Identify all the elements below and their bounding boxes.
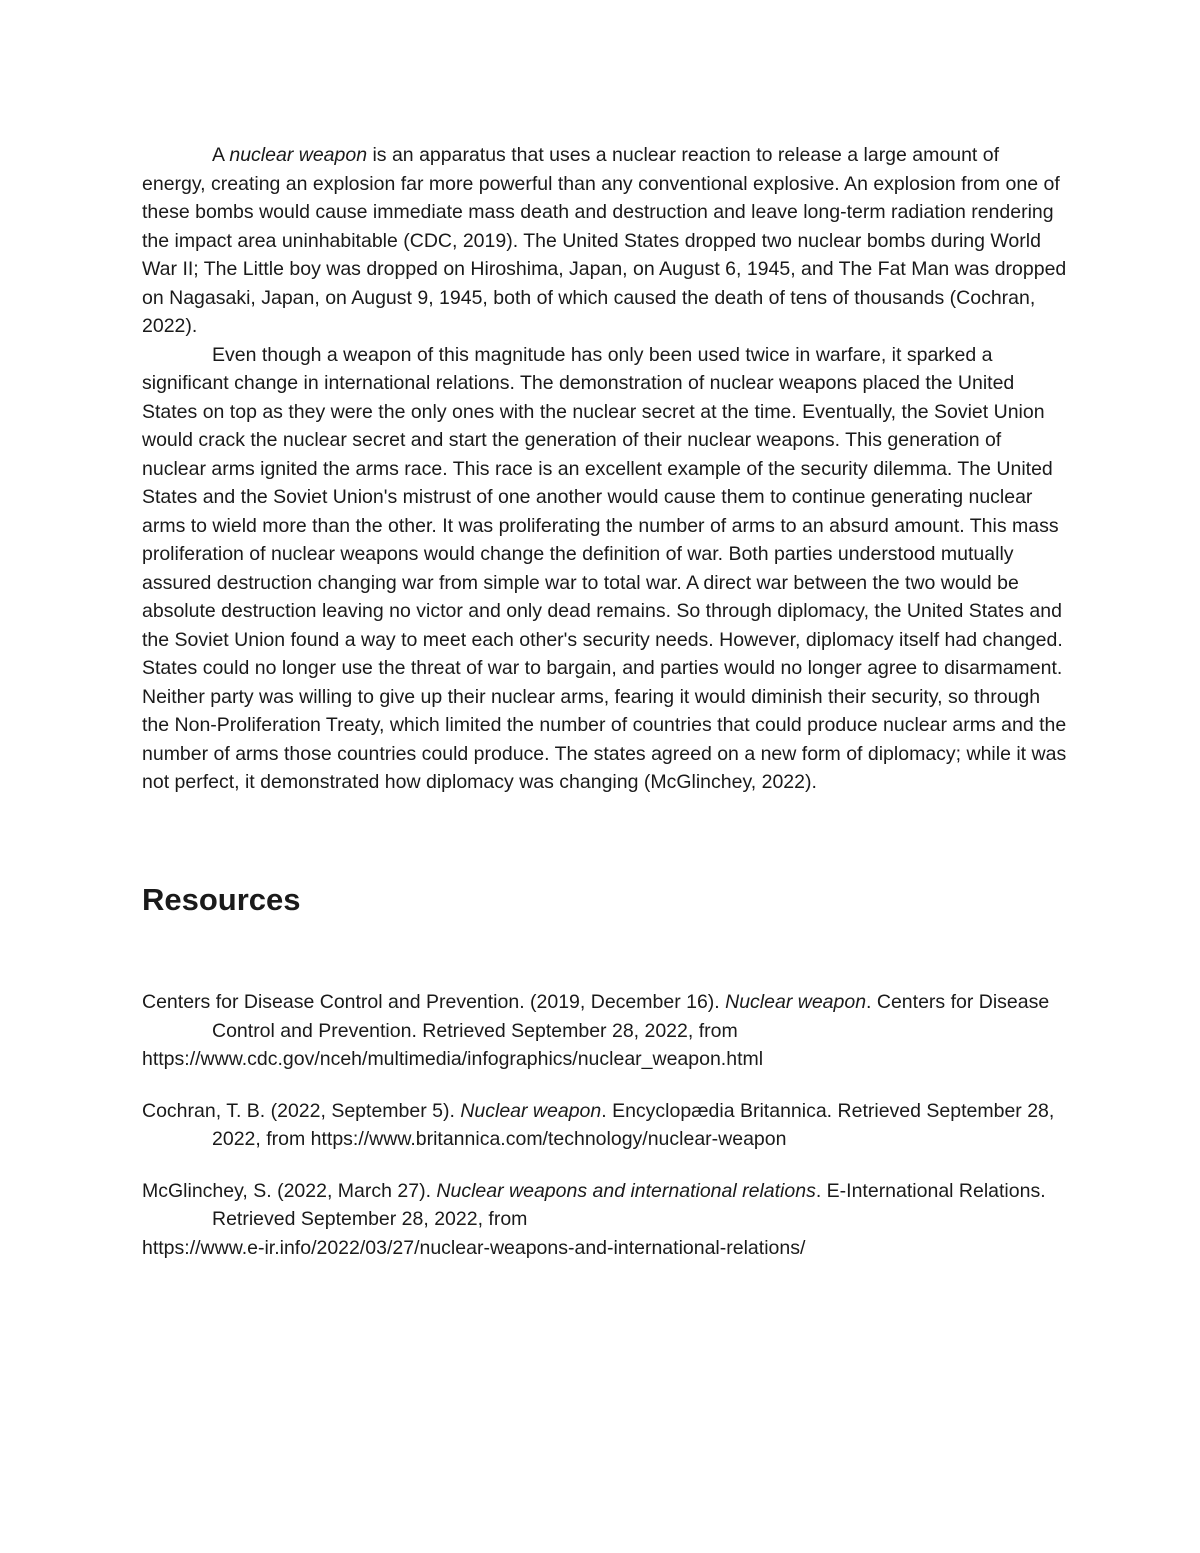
reference-cochran-author-date: Cochran, T. B. (2022, September 5). — [142, 1099, 461, 1122]
reference-mcglinchey-author-date: McGlinchey, S. (2022, March 27). — [142, 1179, 437, 1202]
reference-mcglinchey-title: Nuclear weapons and international relations — [436, 1179, 816, 1202]
paragraph-1 — [142, 141, 1067, 341]
paragraph-1-text: is an apparatus that uses a nuclear reaction to release a large amount of energy, creating an explosion far more powerful than any conventional explosive. An explosion from one of these bombs would cause immediate mass death and destruction and leave long-term radiation rendering the impact area uninhabitable (CDC, 2019). The United States dropped two nuclear bombs during World War II; The Little boy was dropped on Hiroshima, Japan, on August 6, 1945, and The Fat Man was dropped on Nagasaki, Japan, on August 9, 1945, both of which caused the death of tens of thousands (Cochran, 2022). — [142, 144, 1067, 337]
paragraph-2 — [142, 341, 1067, 797]
paragraph-2-text: Even though a weapon of this magnitude has only been used twice in warfare, it sparked a significant change in international relations. The demonstration of nuclear weapons placed the United States on top as they were the only ones with the nuclear secret at the time. Eventually, the Soviet Union would crack the nuclear secret and start the generation of their nuclear weapons. This generation of nuclear arms ignited the arms race. This race is an excellent example of the security dilemma. The United States and the Soviet Union's mistrust of one another would cause them to continue generating nuclear arms to wield more than the other. It was proliferating the number of arms to an absurd amount. This mass proliferation of nuclear weapons would change the definition of war. Both parties understood mutually assured destruction changing war from simple war to total war. A direct war between the two would be absolute destruction leaving no victor and only dead remains. So through diplomacy, the United States and the Soviet Union found a way to meet each other's security needs. However, diplomacy itself had changed. States could no longer use the threat of war to bargain, and parties would no longer agree to disarmament. Neither party was willing to give up their nuclear arms, fearing it would diminish their security, so through the Non-Proliferation Treaty, which limited the number of countries that could produce nuclear arms and the number of arms those countries could produce. The states agreed on a new form of diplomacy; while it was not perfect, it demonstrated how diplomacy was changing (McGlinchey, 2022). — [142, 343, 1067, 793]
reference-mcglinchey-url[interactable]: https://www.e-ir.info/2022/03/27/nuclear-weapons-and-international-relations/ — [142, 1236, 806, 1259]
reference-cochran-title: Nuclear weapon — [460, 1099, 602, 1122]
reference-mcglinchey — [142, 1177, 1067, 1263]
paragraph-1-lead: A — [212, 144, 230, 166]
resources-heading: Resources — [142, 882, 301, 917]
reference-cochran — [142, 1097, 1067, 1154]
reference-cdc-title: Nuclear weapon — [725, 991, 867, 1013]
reference-cdc-url[interactable]: https://www.cdc.gov/nceh/multimedia/infographics/nuclear_weapon.html — [142, 1048, 764, 1070]
reference-cochran-source: . Encyclopædia Britannica. Retrieved September 28, 2022, from https://www.britannica.com/technology/nuclear-weapon — [212, 1099, 1055, 1150]
references-list — [142, 988, 1067, 1285]
term-nuclear-weapon: nuclear weapon — [229, 144, 368, 166]
essay-body — [142, 141, 1067, 797]
reference-cdc-source: . Centers for Disease Control and Prevention. Retrieved September 28, 2022, from — [212, 991, 1050, 1042]
reference-cdc-author-date: Centers for Disease Control and Prevention. (2019, December 16). — [142, 991, 726, 1013]
reference-mcglinchey-source: . E-International Relations. Retrieved September 28, 2022, from — [212, 1179, 1046, 1230]
reference-cdc — [142, 988, 1067, 1074]
